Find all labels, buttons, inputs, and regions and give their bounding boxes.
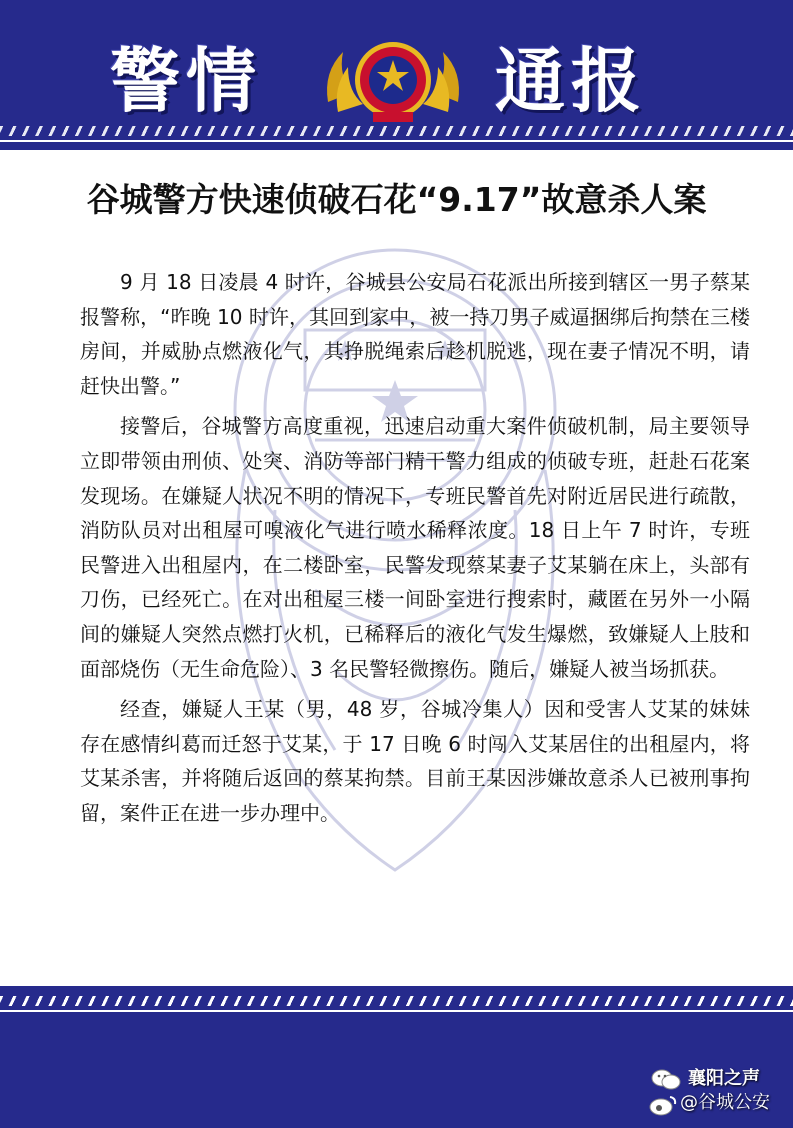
- banner-title-right: 通报: [495, 40, 647, 122]
- banner-title-left: 警情: [110, 40, 262, 122]
- weibo-icon: [648, 1094, 678, 1116]
- page-title: 谷城警方快速侦破石花“9.17”故意杀人案: [86, 180, 707, 219]
- footer-divider: [0, 1010, 793, 1012]
- police-emblem-icon: [318, 32, 468, 130]
- banner-stripe: [0, 126, 793, 136]
- banner-divider: [0, 140, 793, 142]
- paragraph-2: 接警后，谷城警方高度重视，迅速启动重大案件侦破机制，局主要领导立即带领由刑侦、处突、消防等部门精干警力组成的侦破专班，赶赴石花案发现场。在嫌疑人状况不明的情况下，专班民警首先对附近居民进行疏散，消防队员对出租屋可嗅液化气进行喷水稀释浓度。18 日上午 7 时许，专班民警进入出租屋内，在二楼卧室，民警发现蔡某妻子艾某躺在床上，头部有刀伤，已经死亡。在对出租屋三楼一间卧室进行搜索时，藏匿在另外一小隔间的嫌疑人突然点燃打火机，已稀释后的液化气发生爆燃，致嫌疑人上肢和面部烧伤（无生命危险）、3 名民警轻微擦伤。随后，嫌疑人被当场抓获。: [80, 414, 750, 681]
- banner-header: [0, 0, 793, 156]
- wechat-icon: [650, 1068, 682, 1092]
- paragraph-1: 9 月 18 日凌晨 4 时许，谷城县公安局石花派出所接到辖区一男子蔡某报警称，“昨晚 10 时许，其回到家中，被一持刀男子威逼捆绑后拘禁在三楼房间，并威胁点燃液化气，其挣脱绳索后趁机脱逃，现在妻子情况不明，请赶快出警。”: [80, 270, 750, 398]
- report-body: [80, 265, 750, 837]
- paragraph-3: 经查，嫌疑人王某（男，48 岁，谷城冷集人）因和受害人艾某的妹妹存在感情纠葛而迁怒于艾某，于 17 日晚 6 时闯入艾某居住的出租屋内，将艾某杀害，并将随后返回的蔡某拘禁。目前王某因涉嫌故意杀人已被刑事拘留，案件正在进一步办理中。: [80, 697, 750, 825]
- footer-stripe: [0, 996, 793, 1006]
- weibo-source-label: @谷城公安: [680, 1092, 770, 1113]
- wechat-source-label: 襄阳之声: [688, 1068, 760, 1089]
